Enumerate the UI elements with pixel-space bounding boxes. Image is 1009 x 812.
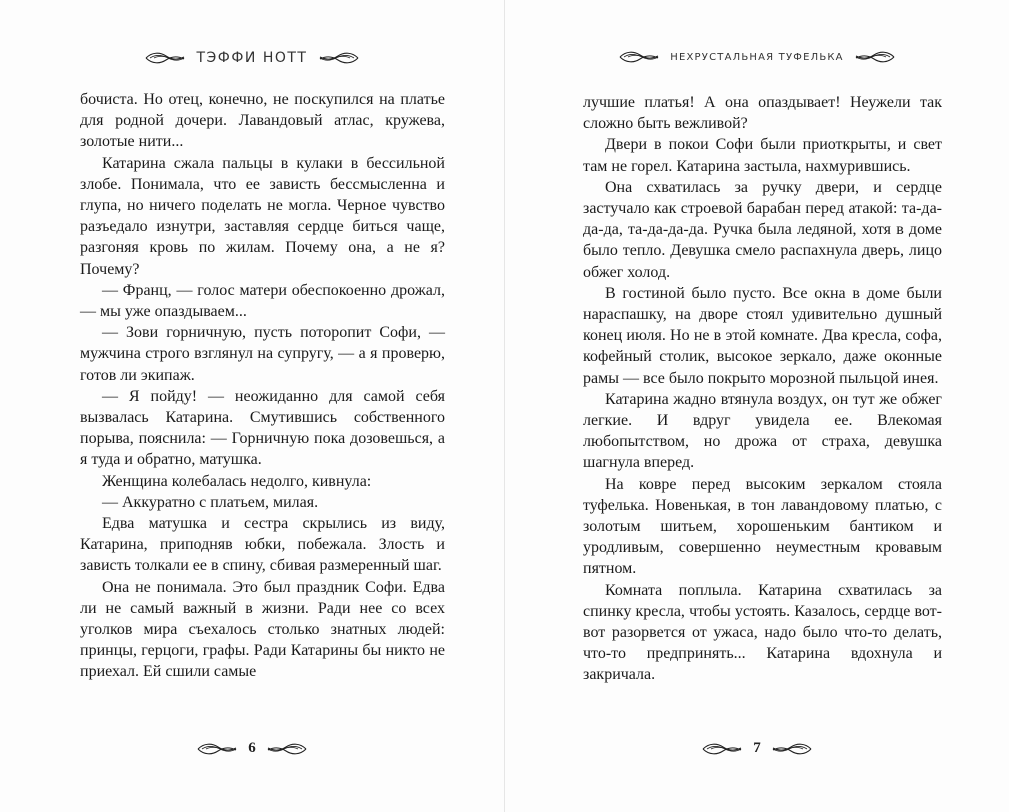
flourish-right-icon [318, 51, 360, 65]
flourish-left-icon [196, 742, 238, 756]
right-page [505, 0, 1009, 812]
page-number-right [505, 740, 1009, 757]
paragraph: Катарина сжала пальцы в кулаки в бессильной злобе. Понимала, что ее зависть бессмысленна и глупа, но ничего поделать не могла. Черное чувство разъедало изнутри, заставляя сердце биться чаще, разгоняя кровь по жилам. Почему она, а не я? Почему? [80, 154, 445, 278]
running-head-left [0, 50, 504, 66]
flourish-right-icon [771, 742, 813, 756]
paragraph: бочиста. Но отец, конечно, не поскупился на платье для родной дочери. Лавандовый атлас, кружева, золотые нити... [80, 91, 445, 151]
paragraph: На ковре перед высоким зеркалом стояла туфелька. Новенькая, в тон лавандовому платью, с золотым шитьем, хорошеньким бантиком и уродливым, совершенно неуместным кровавым пятном. [583, 475, 942, 578]
paragraph: Едва матушка и сестра скрылись из виду, Катарина, приподняв юбки, побежала. Злость и зависть толкали ее в спину, сбивая размеренный шаг. [80, 515, 445, 575]
paragraph: Двери в покои Софи были приоткрыты, и свет там не горел. Катарина застыла, нахмурившись. [583, 136, 942, 175]
flourish-right-icon [266, 742, 308, 756]
left-page-text [80, 89, 445, 683]
running-head-right [505, 50, 1009, 64]
left-page [0, 0, 504, 812]
flourish-left-icon [701, 742, 743, 756]
flourish-left-icon [144, 51, 186, 65]
paragraph: Комната поплыла. Катарина схватилась за спинку кресла, чтобы устоять. Казалось, сердце вот-вот разорвется от ужаса, надо было что-то делать, что-то предпринять... Катарина вдохнула и закричала. [583, 581, 942, 684]
paragraph: — Аккуратно с платьем, милая. [102, 493, 319, 511]
paragraph: В гостиной было пусто. Все окна в доме были нараспашку, на дворе стоял удивительно душный конец июля. Но не в этой комнате. Два кресла, софа, кофейный столик, высокое зеркало, даже оконные рамы — все было покрыто морозной пыльцой инея. [583, 284, 942, 387]
paragraph: — Зови горничную, пусть поторопит Софи, — мужчина строго взглянул на супругу, — а я проверю, готов ли экипаж. [80, 324, 445, 384]
author-name: ТЭФФИ НОТТ [196, 50, 308, 66]
paragraph: лучшие платья! А она опаздывает! Неужели так сложно быть вежливой? [583, 94, 942, 133]
paragraph: Она схватилась за ручку двери, и сердце застучало как строевой барабан перед атакой: та-да-да-да, та-да-да-да. Ручка была ледяной, хотя в доме было тепло. Девушка смело распахнула дверь, лицо обжег холод. [583, 178, 942, 281]
page-number: 6 [248, 740, 256, 756]
paragraph: Она не понимала. Это был праздник Софи. Едва ли не самый важный в жизни. Ради нее со всех уголков мира съехалось столько знатных людей: принцы, герцоги, графы. Ради Катарины бы никто не приехал. Ей сшили самые [80, 578, 445, 681]
paragraph: — Я пойду! — неожиданно для самой себя вызвалась Катарина. Смутившись собственного порыва, пояснила: — Горничную пока дозовешься, а я туда и обратно, матушка. [80, 387, 445, 469]
paragraph: — Франц, — голос матери обеспокоенно дрожал, — мы уже опаздываем... [80, 281, 445, 321]
page-number-left [0, 740, 504, 757]
flourish-right-icon [854, 50, 896, 64]
paragraph: Женщина колебалась недолго, кивнула: [102, 472, 372, 490]
flourish-left-icon [618, 50, 660, 64]
right-page-text [583, 92, 942, 686]
paragraph: Катарина жадно втянула воздух, он тут же обжег легкие. И вдруг увидела ее. Влекомая любопытством, но дрожа от страха, девушка шагнула вперед. [583, 390, 942, 472]
page-number: 7 [753, 740, 761, 756]
book-title: НЕХРУСТАЛЬНАЯ ТУФЕЛЬКА [670, 51, 844, 63]
